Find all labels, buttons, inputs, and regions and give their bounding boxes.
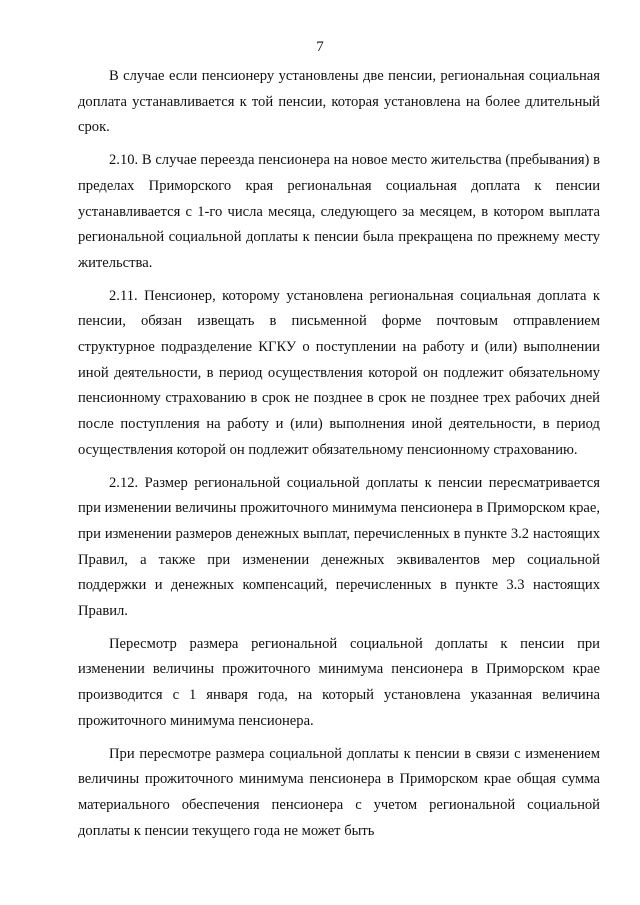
- paragraph-revision-subsistence-minimum: Пересмотр размера региональной социальной доплаты к пенсии при изменении величины прожиточного минимума пенсионера в Приморском крае производится с 1 января года, на который установлена указанная величина прожиточного минимума пенсионера.: [78, 635, 600, 729]
- paragraph-revision-total-sum: При пересмотре размера социальной доплаты к пенсии в связи с изменением величины прожиточного минимума пенсионера в Приморском крае общая сумма материального обеспечения пенсионера с учетом региональной социальной доплаты к пенсии текущего года не может быть: [78, 745, 600, 839]
- paragraph-two-pensions: В случае если пенсионеру установлены две пенсии, региональная социальная доплата устанавливается к той пенсии, которая установлена на более длительный срок.: [78, 68, 600, 136]
- document-body: [78, 64, 600, 850]
- page-number: 7: [316, 39, 324, 55]
- paragraph-2-12-revision: 2.12. Размер региональной социальной доплаты к пенсии пересматривается при изменении величины прожиточного минимума пенсионера в Приморском крае, при изменении размеров денежных выплат, перечисленных в пункте 3.2 настоящих Правил, а также при изменении денежных эквивалентов мер социальной поддержки и денежных компенсаций, перечисленных в пункте 3.3 настоящих Правил.: [78, 474, 600, 620]
- paragraph-2-11-employment-notice: 2.11. Пенсионер, которому установлена региональная социальная доплата к пенсии, обязан извещать в письменной форме почтовым отправлением структурное подразделение КГКУ о поступлении на работу и (или) выполнении иной деятельности, в период осуществления которой он подлежит обязательному пенсионному страхованию в срок не позднее в срок не позднее трех рабочих дней после поступления на работу и (или) выполнения иной деятельности, в период осуществления которой он подлежит обязательному пенсионному страхованию.: [78, 287, 600, 458]
- paragraph-2-10-relocation: 2.10. В случае переезда пенсионера на новое место жительства (пребывания) в пределах Приморского края региональная социальная доплата к пенсии устанавливается с 1-го числа месяца, следующего за месяцем, в котором выплата региональной социальной доплаты к пенсии была прекращена по прежнему месту жительства.: [78, 152, 600, 271]
